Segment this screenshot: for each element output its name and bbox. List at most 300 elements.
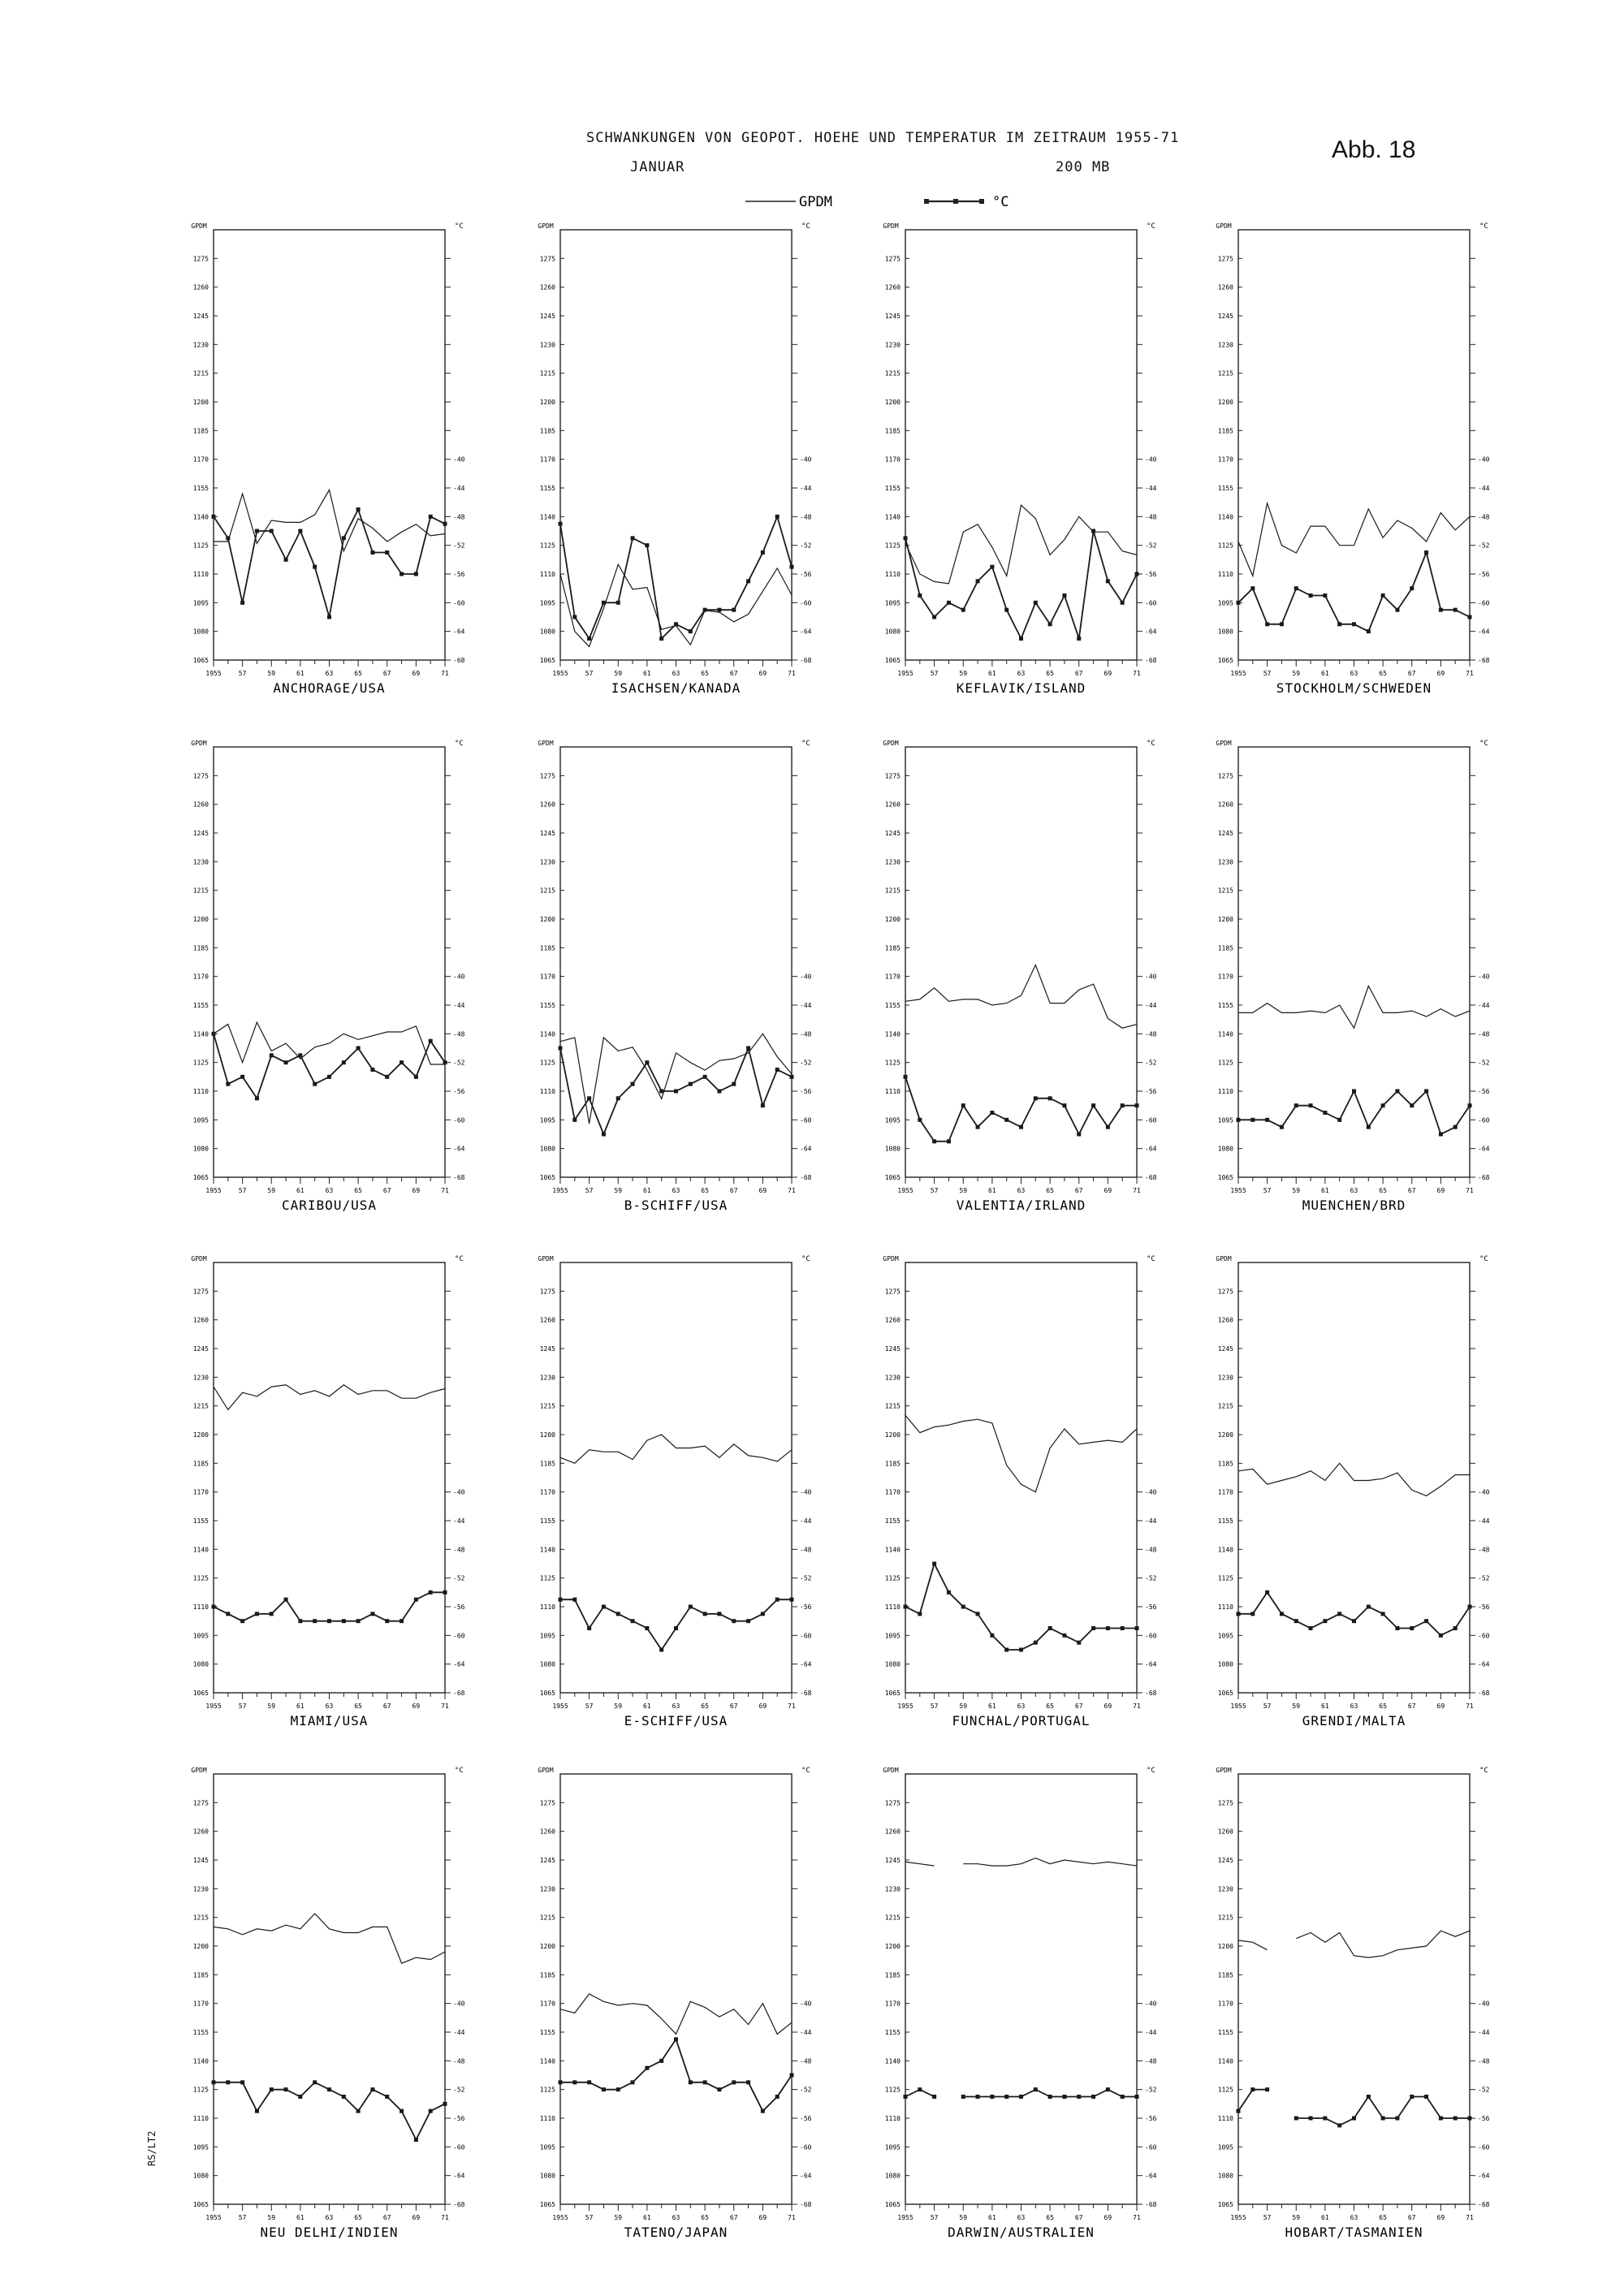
temperature-point xyxy=(674,1090,678,1094)
temp-tick-label: -44 xyxy=(1145,1517,1157,1525)
temp-tick-label: -64 xyxy=(1478,1145,1490,1153)
temp-tick-label: -56 xyxy=(800,2115,812,2122)
temperature-point xyxy=(255,2109,259,2113)
year-tick-label: 59 xyxy=(267,2214,276,2221)
gpdm-tick-label: 1140 xyxy=(192,513,209,521)
temp-tick-label: -44 xyxy=(1478,2029,1490,2036)
temperature-point xyxy=(1265,1590,1269,1595)
temperature-point xyxy=(918,593,922,598)
gpdm-tick-label: 1125 xyxy=(884,1574,901,1582)
temperature-point xyxy=(616,1096,620,1100)
gpdm-tick-label: 1200 xyxy=(192,1431,209,1439)
temperature-point xyxy=(1468,1605,1472,1609)
gpdm-tick-label: 1095 xyxy=(539,2143,555,2151)
gpdm-tick-label: 1095 xyxy=(884,1632,901,1640)
year-tick-label: 57 xyxy=(585,2214,594,2221)
temp-tick-label: -52 xyxy=(1145,1059,1157,1067)
temp-tick-label: -40 xyxy=(1145,1488,1157,1496)
gpdm-tick-label: 1125 xyxy=(884,1059,901,1067)
temperature-point xyxy=(255,1612,259,1616)
temperature-point xyxy=(270,1053,274,1057)
temperature-point xyxy=(1294,2117,1298,2121)
temperature-point xyxy=(1381,2117,1385,2121)
temperature-point xyxy=(1237,601,1241,605)
year-tick-label: 1955 xyxy=(897,2214,914,2221)
temp-tick-label: -68 xyxy=(1478,657,1490,664)
gpdm-tick-label: 1140 xyxy=(539,2057,555,2065)
station-name: FUNCHAL/PORTUGAL xyxy=(952,1713,1091,1728)
gpdm-tick-label: 1200 xyxy=(884,916,901,923)
gpdm-tick-label: 1080 xyxy=(884,628,901,636)
temperature-point xyxy=(298,2095,302,2099)
gpdm-tick-label: 1125 xyxy=(1217,1059,1233,1067)
gpdm-tick-label: 1095 xyxy=(1217,1116,1233,1124)
temperature-point xyxy=(1453,1626,1458,1630)
year-tick-label: 69 xyxy=(412,1187,421,1194)
gpdm-tick-label: 1095 xyxy=(192,2143,209,2151)
temperature-point xyxy=(342,536,346,540)
temp-tick-label: -56 xyxy=(453,1603,465,1611)
gpdm-tick-label: 1260 xyxy=(192,801,209,809)
gpdm-tick-label: 1185 xyxy=(539,427,555,435)
year-tick-label: 59 xyxy=(1292,670,1301,677)
station-name: GRENDI/MALTA xyxy=(1302,1713,1406,1728)
temperature-point xyxy=(1453,2117,1458,2121)
station-chart xyxy=(1216,1767,1489,2240)
gpdm-tick-label: 1230 xyxy=(1217,1374,1233,1382)
gpdm-tick-label: 1140 xyxy=(1217,513,1233,521)
temperature-point xyxy=(602,1605,606,1609)
year-tick-label: 71 xyxy=(1133,1703,1141,1710)
gpdm-line xyxy=(214,1914,445,1963)
gpdm-tick-label: 1200 xyxy=(884,399,901,406)
left-axis-unit: GPDM xyxy=(883,1255,899,1262)
gpdm-tick-label: 1155 xyxy=(884,1517,901,1525)
temp-tick-label: -40 xyxy=(800,1488,812,1496)
temperature-point xyxy=(1367,1605,1371,1609)
right-axis-unit: °C xyxy=(801,740,810,748)
station-chart xyxy=(883,740,1156,1213)
year-tick-label: 57 xyxy=(930,1187,939,1194)
gpdm-tick-label: 1200 xyxy=(192,399,209,406)
gpdm-tick-label: 1095 xyxy=(884,2143,901,2151)
gpdm-tick-label: 1230 xyxy=(192,341,209,349)
temperature-point xyxy=(1453,608,1458,612)
year-tick-label: 69 xyxy=(1104,2214,1112,2221)
year-tick-label: 67 xyxy=(729,2214,738,2221)
gpdm-tick-label: 1170 xyxy=(192,455,209,464)
temp-tick-label: -44 xyxy=(1145,485,1157,492)
year-tick-label: 69 xyxy=(758,1703,767,1710)
station-chart xyxy=(191,1767,464,2240)
temperature-point xyxy=(1019,1125,1023,1129)
year-tick-label: 57 xyxy=(1263,670,1272,677)
temperature-point xyxy=(313,1619,317,1623)
temperature-point xyxy=(1294,1619,1298,1623)
gpdm-tick-label: 1230 xyxy=(884,858,901,866)
temperature-point xyxy=(1106,2087,1110,2091)
temperature-point xyxy=(1077,2095,1081,2099)
gpdm-tick-label: 1170 xyxy=(192,1488,209,1496)
temperature-point xyxy=(761,1612,765,1616)
gpdm-tick-label: 1260 xyxy=(192,283,209,291)
temperature-point xyxy=(932,2095,936,2099)
temperature-point xyxy=(1424,2095,1428,2099)
temperature-point xyxy=(659,1090,663,1094)
gpdm-tick-label: 1215 xyxy=(884,369,901,378)
temp-tick-label: -60 xyxy=(453,1116,465,1124)
year-tick-label: 67 xyxy=(1074,1187,1083,1194)
gpdm-tick-label: 1230 xyxy=(192,1374,209,1382)
gpdm-tick-label: 1170 xyxy=(884,2000,901,2008)
temperature-point xyxy=(313,1082,317,1086)
plot-frame xyxy=(1238,1262,1470,1693)
year-tick-label: 59 xyxy=(959,2214,968,2221)
temperature-point xyxy=(1121,1626,1125,1630)
gpdm-tick-label: 1155 xyxy=(884,1002,901,1009)
gpdm-tick-label: 1185 xyxy=(539,1460,555,1468)
year-tick-label: 1955 xyxy=(1230,670,1246,677)
gpdm-tick-label: 1275 xyxy=(192,772,209,780)
temperature-point xyxy=(1381,1103,1385,1107)
gpdm-tick-label: 1260 xyxy=(1217,283,1233,291)
temp-tick-label: -68 xyxy=(453,2201,465,2208)
year-tick-label: 63 xyxy=(1350,670,1358,677)
gpdm-tick-label: 1095 xyxy=(1217,2143,1233,2151)
gpdm-tick-label: 1095 xyxy=(1217,599,1233,607)
temp-tick-label: -60 xyxy=(800,2143,812,2151)
station-name: STOCKHOLM/SCHWEDEN xyxy=(1276,680,1432,696)
gpdm-tick-label: 1185 xyxy=(1217,1460,1233,1468)
temperature-point xyxy=(746,1047,750,1051)
year-tick-label: 63 xyxy=(325,1703,334,1710)
station-chart xyxy=(1216,222,1489,696)
station-chart xyxy=(1216,740,1489,1213)
gpdm-tick-label: 1125 xyxy=(1217,2086,1233,2094)
temperature-point xyxy=(414,2138,418,2142)
gpdm-line xyxy=(214,490,445,550)
year-tick-label: 71 xyxy=(1466,1187,1474,1194)
temperature-point xyxy=(645,2066,649,2070)
temperature-point xyxy=(1367,629,1371,633)
temp-tick-label: -48 xyxy=(1145,2057,1157,2065)
right-axis-unit: °C xyxy=(1479,222,1488,231)
temperature-line xyxy=(1238,1592,1470,1635)
gpdm-tick-label: 1170 xyxy=(539,1488,555,1496)
temperature-point xyxy=(284,558,288,562)
temperature-point xyxy=(572,615,577,619)
temperature-point xyxy=(327,1075,331,1079)
plot-frame xyxy=(560,1774,792,2204)
year-tick-label: 69 xyxy=(1104,1703,1112,1710)
year-tick-label: 59 xyxy=(614,2214,623,2221)
temperature-point xyxy=(1352,1619,1356,1623)
temp-tick-label: -64 xyxy=(453,2172,465,2180)
pressure-level-label: 200 MB xyxy=(1056,159,1111,175)
temperature-point xyxy=(631,1082,635,1086)
gpdm-tick-label: 1215 xyxy=(192,369,209,378)
gpdm-tick-label: 1140 xyxy=(884,1030,901,1038)
temperature-point xyxy=(1337,1118,1341,1122)
temperature-point xyxy=(370,550,374,555)
gpdm-tick-label: 1110 xyxy=(192,1088,209,1095)
year-tick-label: 69 xyxy=(412,2214,421,2221)
temperature-point xyxy=(717,608,721,612)
year-tick-label: 65 xyxy=(1046,670,1054,677)
temp-tick-label: -44 xyxy=(1478,1517,1490,1525)
temperature-point xyxy=(1237,1612,1241,1616)
temperature-point xyxy=(212,515,216,519)
year-tick-label: 59 xyxy=(1292,1187,1301,1194)
temperature-point xyxy=(370,1068,374,1072)
gpdm-line xyxy=(560,564,792,646)
temp-tick-label: -60 xyxy=(800,1116,812,1124)
temperature-point xyxy=(1294,586,1298,590)
gpdm-tick-label: 1275 xyxy=(1217,255,1233,263)
temp-tick-label: -56 xyxy=(800,1088,812,1095)
temp-tick-label: -52 xyxy=(1478,542,1490,550)
gpdm-tick-label: 1080 xyxy=(1217,2172,1233,2180)
temperature-point xyxy=(1237,1118,1241,1122)
temperature-point xyxy=(1309,1626,1313,1630)
gpdm-tick-label: 1095 xyxy=(192,599,209,607)
temperature-point xyxy=(298,1619,302,1623)
left-axis-unit: GPDM xyxy=(191,1255,207,1262)
temperature-point xyxy=(1250,2087,1255,2091)
legend-temp-label: °C xyxy=(992,194,1009,210)
year-tick-label: 63 xyxy=(672,670,680,677)
temperature-point xyxy=(1424,550,1428,555)
temperature-point xyxy=(1019,637,1023,641)
gpdm-tick-label: 1275 xyxy=(539,772,555,780)
temperature-point xyxy=(1048,622,1052,626)
temperature-point xyxy=(342,1619,346,1623)
temperature-point xyxy=(1410,1103,1414,1107)
gpdm-tick-label: 1065 xyxy=(1217,2201,1233,2208)
gpdm-tick-label: 1065 xyxy=(884,1174,901,1181)
month-label: JANUAR xyxy=(630,159,685,175)
gpdm-tick-label: 1080 xyxy=(192,1660,209,1668)
year-tick-label: 61 xyxy=(988,670,996,677)
year-tick-label: 69 xyxy=(1436,670,1445,677)
gpdm-tick-label: 1245 xyxy=(1217,830,1233,837)
plot-frame xyxy=(905,230,1137,660)
temp-tick-label: -68 xyxy=(800,2201,812,2208)
temperature-point xyxy=(717,2087,721,2091)
temp-tick-label: -44 xyxy=(453,2029,465,2036)
temperature-point xyxy=(400,1619,404,1623)
temperature-point xyxy=(602,2087,606,2091)
gpdm-tick-label: 1215 xyxy=(539,1914,555,1922)
station-name: B-SCHIFF/USA xyxy=(624,1198,728,1213)
year-tick-label: 57 xyxy=(238,1703,247,1710)
year-tick-label: 63 xyxy=(1350,1703,1358,1710)
gpdm-line xyxy=(905,1415,1137,1491)
left-axis-unit: GPDM xyxy=(538,1255,554,1262)
gpdm-tick-label: 1065 xyxy=(1217,657,1233,664)
year-tick-label: 61 xyxy=(1321,670,1329,677)
gpdm-tick-label: 1185 xyxy=(884,1971,901,1979)
temperature-point xyxy=(572,1598,577,1602)
station-name: DARWIN/AUSTRALIEN xyxy=(948,2225,1095,2240)
gpdm-tick-label: 1140 xyxy=(539,513,555,521)
temp-tick-label: -56 xyxy=(1145,571,1157,578)
gpdm-tick-label: 1170 xyxy=(539,2000,555,2008)
gpdm-tick-label: 1140 xyxy=(1217,1546,1233,1554)
year-tick-label: 1955 xyxy=(552,2214,568,2221)
station-chart xyxy=(191,1255,464,1728)
temperature-line xyxy=(905,531,1137,639)
year-tick-label: 59 xyxy=(959,1187,968,1194)
gpdm-tick-label: 1215 xyxy=(884,1402,901,1410)
temperature-point xyxy=(1091,1626,1095,1630)
temperature-point xyxy=(327,1619,331,1623)
station-name: HOBART/TASMANIEN xyxy=(1285,2225,1423,2240)
temperature-point xyxy=(429,515,433,519)
temperature-point xyxy=(1410,2095,1414,2099)
temperature-point xyxy=(1062,2095,1066,2099)
temperature-point xyxy=(443,2102,447,2106)
temperature-point xyxy=(932,615,936,619)
temperature-point xyxy=(631,1619,635,1623)
temperature-point xyxy=(990,565,994,569)
temperature-point xyxy=(1381,1612,1385,1616)
temperature-point xyxy=(1280,622,1284,626)
year-tick-label: 59 xyxy=(267,670,276,677)
year-tick-label: 71 xyxy=(1466,670,1474,677)
temperature-point xyxy=(226,536,230,540)
station-chart xyxy=(1216,1255,1489,1728)
temp-tick-label: -64 xyxy=(453,1660,465,1668)
year-tick-label: 63 xyxy=(1350,2214,1358,2221)
year-tick-label: 57 xyxy=(930,1703,939,1710)
gpdm-tick-label: 1080 xyxy=(1217,1660,1233,1668)
gpdm-tick-label: 1170 xyxy=(192,2000,209,2008)
year-tick-label: 59 xyxy=(614,1187,623,1194)
gpdm-line xyxy=(560,1994,792,2035)
temp-tick-label: -64 xyxy=(453,628,465,636)
temperature-point xyxy=(356,1619,361,1623)
temp-tick-label: -44 xyxy=(1145,1002,1157,1009)
gpdm-tick-label: 1245 xyxy=(539,830,555,837)
temperature-point xyxy=(1439,2117,1443,2121)
year-tick-label: 1955 xyxy=(1230,1703,1246,1710)
temp-tick-label: -64 xyxy=(1145,1145,1157,1153)
left-axis-unit: GPDM xyxy=(538,1767,554,1774)
year-tick-label: 69 xyxy=(412,670,421,677)
temperature-point xyxy=(1135,2095,1139,2099)
left-axis-unit: GPDM xyxy=(1216,222,1232,230)
year-tick-label: 1955 xyxy=(552,1703,568,1710)
temperature-point xyxy=(1439,1133,1443,1137)
gpdm-tick-label: 1080 xyxy=(1217,628,1233,636)
temperature-point xyxy=(976,1612,980,1616)
year-tick-label: 65 xyxy=(701,2214,709,2221)
temperature-point xyxy=(1468,2117,1472,2121)
temp-tick-label: -68 xyxy=(1478,2201,1490,2208)
temperature-point xyxy=(1280,1125,1284,1129)
temperature-point xyxy=(645,1060,649,1064)
year-tick-label: 67 xyxy=(382,1187,391,1194)
gpdm-tick-label: 1185 xyxy=(884,944,901,952)
temperature-point xyxy=(1439,1634,1443,1638)
temperature-point xyxy=(443,1060,447,1064)
temperature-line xyxy=(560,2039,792,2111)
year-tick-label: 69 xyxy=(1104,1187,1112,1194)
year-tick-label: 57 xyxy=(1263,1187,1272,1194)
temp-tick-label: -44 xyxy=(800,1002,812,1009)
gpdm-tick-label: 1155 xyxy=(1217,1517,1233,1525)
station-name: NEU DELHI/INDIEN xyxy=(260,2225,399,2240)
temperature-point xyxy=(255,1096,259,1100)
temperature-point xyxy=(1250,1118,1255,1122)
temperature-point xyxy=(790,565,794,569)
gpdm-tick-label: 1140 xyxy=(1217,1030,1233,1038)
temp-tick-label: -40 xyxy=(453,455,465,464)
left-axis-unit: GPDM xyxy=(883,222,899,230)
right-axis-unit: °C xyxy=(455,1767,464,1775)
left-axis-unit: GPDM xyxy=(191,222,207,230)
temp-tick-label: -40 xyxy=(1145,2000,1157,2008)
year-tick-label: 71 xyxy=(788,2214,796,2221)
temp-tick-label: -52 xyxy=(800,542,812,550)
temperature-point xyxy=(270,1612,274,1616)
temperature-point xyxy=(775,1068,780,1072)
left-axis-unit: GPDM xyxy=(538,740,554,747)
temp-tick-label: -52 xyxy=(800,1574,812,1582)
gpdm-tick-label: 1125 xyxy=(884,542,901,550)
temperature-point xyxy=(443,522,447,526)
temperature-point xyxy=(572,1118,577,1122)
temp-tick-label: -48 xyxy=(800,513,812,521)
gpdm-tick-label: 1215 xyxy=(1217,887,1233,895)
temperature-point xyxy=(932,1139,936,1143)
plot-frame xyxy=(560,230,792,660)
temperature-point xyxy=(342,2095,346,2099)
temperature-line xyxy=(214,1592,445,1621)
temperature-point xyxy=(587,637,591,641)
station-chart xyxy=(538,1255,811,1728)
year-tick-label: 1955 xyxy=(897,1703,914,1710)
gpdm-tick-label: 1155 xyxy=(1217,2029,1233,2036)
station-name: CARIBOU/USA xyxy=(282,1198,377,1213)
year-tick-label: 57 xyxy=(238,2214,247,2221)
temperature-point xyxy=(212,2080,216,2084)
gpdm-tick-label: 1185 xyxy=(1217,1971,1233,1979)
gpdm-tick-label: 1080 xyxy=(884,1660,901,1668)
temperature-point xyxy=(559,2080,563,2084)
temp-tick-label: -64 xyxy=(1478,1660,1490,1668)
year-tick-label: 61 xyxy=(1321,2214,1329,2221)
temp-tick-label: -60 xyxy=(1145,1632,1157,1640)
year-tick-label: 57 xyxy=(930,2214,939,2221)
plot-frame xyxy=(905,747,1137,1177)
temperature-point xyxy=(1062,1103,1066,1107)
temperature-point xyxy=(298,529,302,533)
gpdm-tick-label: 1230 xyxy=(1217,341,1233,349)
gpdm-tick-label: 1125 xyxy=(539,542,555,550)
gpdm-tick-label: 1200 xyxy=(884,1943,901,1950)
right-axis-unit: °C xyxy=(455,1255,464,1263)
gpdm-tick-label: 1245 xyxy=(539,313,555,320)
temp-tick-label: -60 xyxy=(1478,2143,1490,2151)
year-tick-label: 67 xyxy=(1074,2214,1083,2221)
year-tick-label: 59 xyxy=(959,1703,968,1710)
temperature-point xyxy=(918,1612,922,1616)
year-tick-label: 65 xyxy=(354,1187,362,1194)
gpdm-tick-label: 1275 xyxy=(884,772,901,780)
temperature-point xyxy=(1265,2087,1269,2091)
